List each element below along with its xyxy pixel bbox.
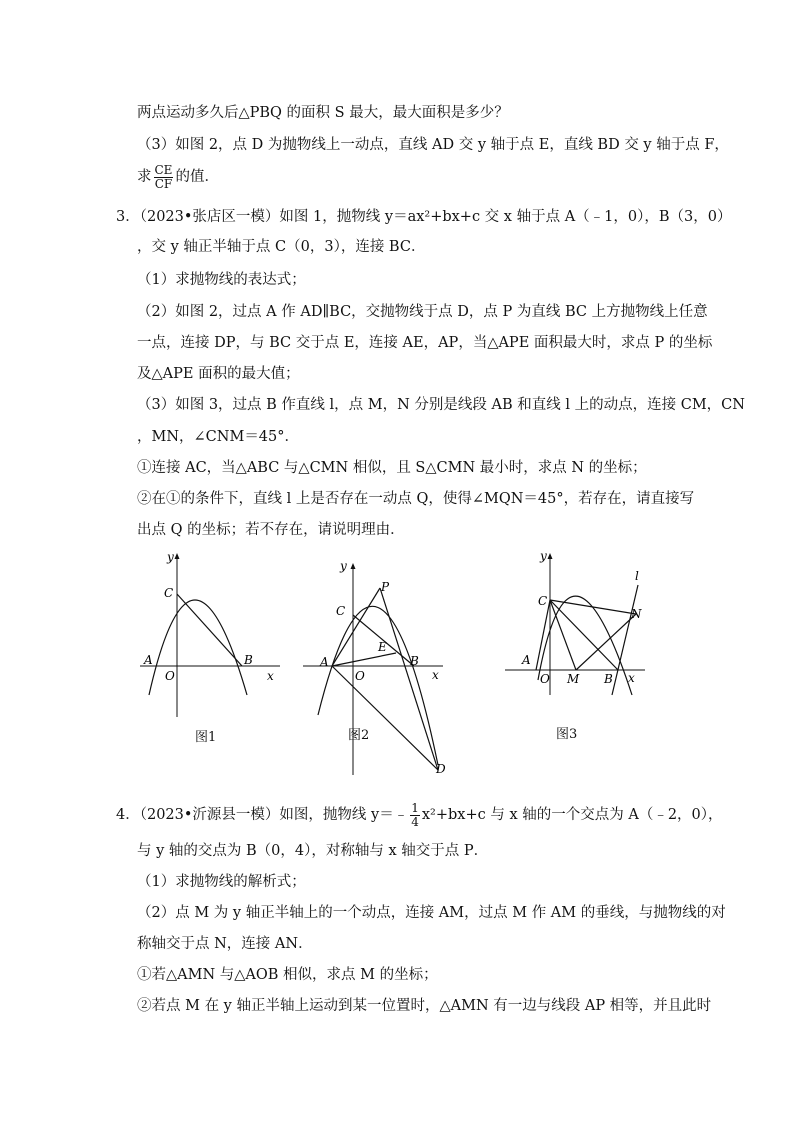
fig3-label-l: l	[635, 569, 639, 583]
text-line-3-post: 的值．	[175, 169, 219, 185]
fig1-label-x: x	[267, 669, 274, 683]
text-line-3	[137, 162, 219, 192]
fraction-ce-cf	[154, 164, 174, 191]
fig1-label-c: C	[164, 586, 174, 600]
figure-3-caption: 图3	[556, 727, 578, 742]
fig2-label-c: C	[336, 604, 346, 618]
figure-2-graph	[298, 555, 458, 780]
fig1-label-b: B	[244, 653, 253, 667]
problem-4-line-7: ②若点 M 在 y 轴正半轴上运动到某一位置时，△AMN 有一边与线段 AP 相等，并且此时	[137, 998, 712, 1014]
fig1-label-y: y	[167, 550, 174, 564]
fig2-label-p: P	[381, 580, 390, 594]
fig2-label-a: A	[320, 655, 329, 669]
problem-4-line-2: 与 y 轴的交点为 B（0，4），对称轴与 x 轴交于点 P．	[137, 843, 489, 859]
fig3-label-a: A	[522, 653, 531, 667]
figure-2	[298, 555, 458, 780]
fig2-label-d: D	[436, 762, 446, 776]
problem-4-line-4: （2）点 M 为 y 轴正半轴上的一个动点，连接 AM，过点 M 作 AM 的垂线，与抛物线的对	[137, 905, 726, 921]
figure-3	[500, 545, 650, 720]
problem-3-line-11: 出点 Q 的坐标；若不存在，请说明理由．	[137, 522, 405, 538]
figure-1-caption: 图1	[195, 730, 217, 745]
text-line-1: 两点运动多久后△PBQ 的面积 S 最大，最大面积是多少？	[137, 105, 509, 121]
problem-4-line-5: 称轴交于点 N，连接 AN．	[137, 936, 313, 952]
problem-4-line-6: ①若△AMN 与△AOB 相似，求点 M 的坐标；	[137, 967, 438, 983]
fig3-label-n: N	[631, 607, 642, 621]
text-line-3-pre: 求	[137, 169, 152, 185]
fig3-label-y: y	[540, 549, 547, 563]
fraction-denominator: CF	[154, 176, 173, 191]
problem-3-line-2: ，交 y 轴正半轴于点 C（0，3），连接 BC．	[137, 239, 426, 255]
problem-3-line-1: 3．（2023•张店区一模）如图 1，抛物线 y＝ax²+bx+c 交 x 轴于点 A（﹣1，0），B（3，0）	[116, 209, 732, 225]
fig3-label-b: B	[604, 672, 613, 686]
fig1-label-o: O	[165, 669, 175, 683]
problem-3-line-9: ①连接 AC，当△ABC 与△CMN 相似，且 S△CMN 最小时，求点 N 的坐标；	[137, 460, 647, 476]
problem-3-line-5: 一点，连接 DP，与 BC 交于点 E，连接 AE，AP，当△APE 面积最大时，求点 P 的坐标	[137, 335, 713, 351]
fig2-label-e: E	[378, 640, 387, 654]
problem-4-line-1-post: x²+bx+c 与 x 轴的一个交点为 A（﹣2，0），	[421, 807, 723, 823]
figure-1-graph	[135, 545, 285, 725]
problem-3-line-3: （1）求抛物线的表达式；	[137, 272, 306, 288]
problem-4-line-1-pre: 4．（2023•沂源县一模）如图，抛物线 y＝﹣	[116, 807, 409, 823]
fig3-label-o: O	[540, 672, 550, 686]
fraction-numerator: 1	[411, 800, 419, 815]
fraction-one-quarter	[410, 802, 420, 829]
problem-3-line-6: 及△APE 面积的最大值；	[137, 366, 300, 382]
figure-1	[135, 545, 285, 725]
fig2-label-y: y	[340, 559, 347, 573]
problem-3-line-4: （2）如图 2，过点 A 作 AD∥BC，交抛物线于点 D，点 P 为直线 BC 上方抛物线上任意	[137, 304, 708, 320]
problem-3-line-8: ，MN，∠CNM＝45°．	[137, 429, 300, 445]
problem-4-line-1	[116, 798, 723, 832]
fig2-label-o: O	[355, 669, 365, 683]
text-line-2: （3）如图 2，点 D 为抛物线上一动点，直线 AD 交 y 轴于点 E，直线 BD 交 y 轴于点 F，	[137, 137, 729, 153]
fig3-label-m: M	[567, 672, 580, 686]
problem-3-line-10: ②在①的条件下，直线 l 上是否存在一动点 Q，使得∠MQN＝45°，若存在，请直接写	[137, 491, 695, 507]
fig2-label-x: x	[432, 668, 439, 682]
fig3-label-c: C	[538, 594, 548, 608]
figure-2-caption: 图2	[348, 728, 370, 743]
problem-4-line-3: （1）求抛物线的解析式；	[137, 874, 306, 890]
figure-3-graph	[500, 545, 650, 720]
fig3-label-x: x	[628, 671, 635, 685]
fig1-label-a: A	[144, 653, 153, 667]
fig2-label-b: B	[410, 654, 419, 668]
fraction-denominator: 4	[411, 814, 419, 829]
fraction-numerator: CE	[154, 162, 173, 177]
problem-3-line-7: （3）如图 3，过点 B 作直线 l，点 M，N 分别是线段 AB 和直线 l 上的动点，连接 CM，CN	[137, 397, 745, 413]
